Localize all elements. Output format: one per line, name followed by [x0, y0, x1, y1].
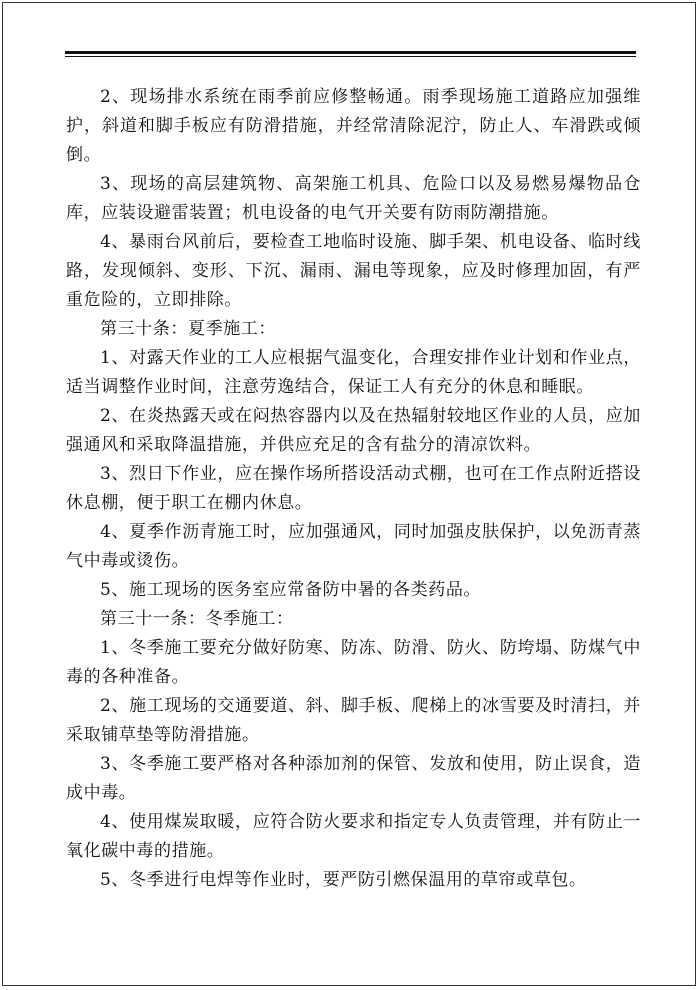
- paragraph-summer-schedule: 1、对露天作业的工人应根据气温变化，合理安排作业计划和作业点，适当调整作业时间，注意劳逸结合，保证工人有充分的休息和睡眠。: [66, 348, 641, 397]
- paragraph-winter-welding: 5、冬季进行电焊等作业时，要严防引燃保温用的草帘或草包。: [100, 870, 587, 890]
- section-heading-summer: 第三十条：夏季施工：: [100, 319, 276, 339]
- paragraph-winter-heating: 4、使用煤炭取暖，应符合防火要求和指定专人负责管理，并有防止一氧化碳中毒的措施。: [66, 812, 641, 861]
- section-heading-winter: 第三十一条：冬季施工：: [100, 609, 294, 629]
- paragraph-rainy-lightning: 3、现场的高层建筑物、高架施工机具、危险口以及易燃易爆物品仓库，应装设避雷装置；机电设备的电气开关要有防雨防潮措施。: [66, 174, 641, 223]
- paragraph-summer-shelter: 3、烈日下作业，应在操作场所搭设活动式棚，也可在工作点附近搭设休息棚，便于职工在棚内休息。: [66, 464, 641, 513]
- paragraph-winter-snow-clearing: 2、施工现场的交通要道、斜、脚手板、爬梯上的冰雪要及时清扫，并采取铺草垫等防滑措施。: [66, 696, 641, 745]
- paragraph-winter-additives: 3、冬季施工要严格对各种添加剂的保管、发放和使用，防止误食，造成中毒。: [66, 754, 641, 803]
- paragraph-winter-preparation: 1、冬季施工要充分做好防寒、防冻、防滑、防火、防垮塌、防煤气中毒的各种准备。: [66, 638, 641, 687]
- paragraph-rainy-drainage: 2、现场排水系统在雨季前应修整畅通。雨季现场施工道路应加强维护，斜道和脚手板应有防滑措施，并经常清除泥泞，防止人、车滑跌或倾倒。: [66, 87, 641, 165]
- paragraph-summer-ventilation: 2、在炎热露天或在闷热容器内以及在热辐射较地区作业的人员，应加强通风和采取降温措施，并供应充足的含有盐分的清凉饮料。: [66, 406, 641, 455]
- paragraph-summer-asphalt: 4、夏季作沥青施工时，应加强通风，同时加强皮肤保护，以免沥青蒸气中毒或烫伤。: [66, 522, 641, 571]
- paragraph-rainy-storm-check: 4、暴雨台风前后，要检查工地临时设施、脚手架、机电设备、临时线路，发现倾斜、变形、下沉、漏雨、漏电等现象，应及时修理加固，有严重危险的，立即排除。: [66, 232, 641, 310]
- document-body: [66, 83, 641, 895]
- paragraph-summer-medicine: 5、施工现场的医务室应常备防中暑的各类药品。: [100, 580, 482, 600]
- header-rule: [65, 51, 636, 57]
